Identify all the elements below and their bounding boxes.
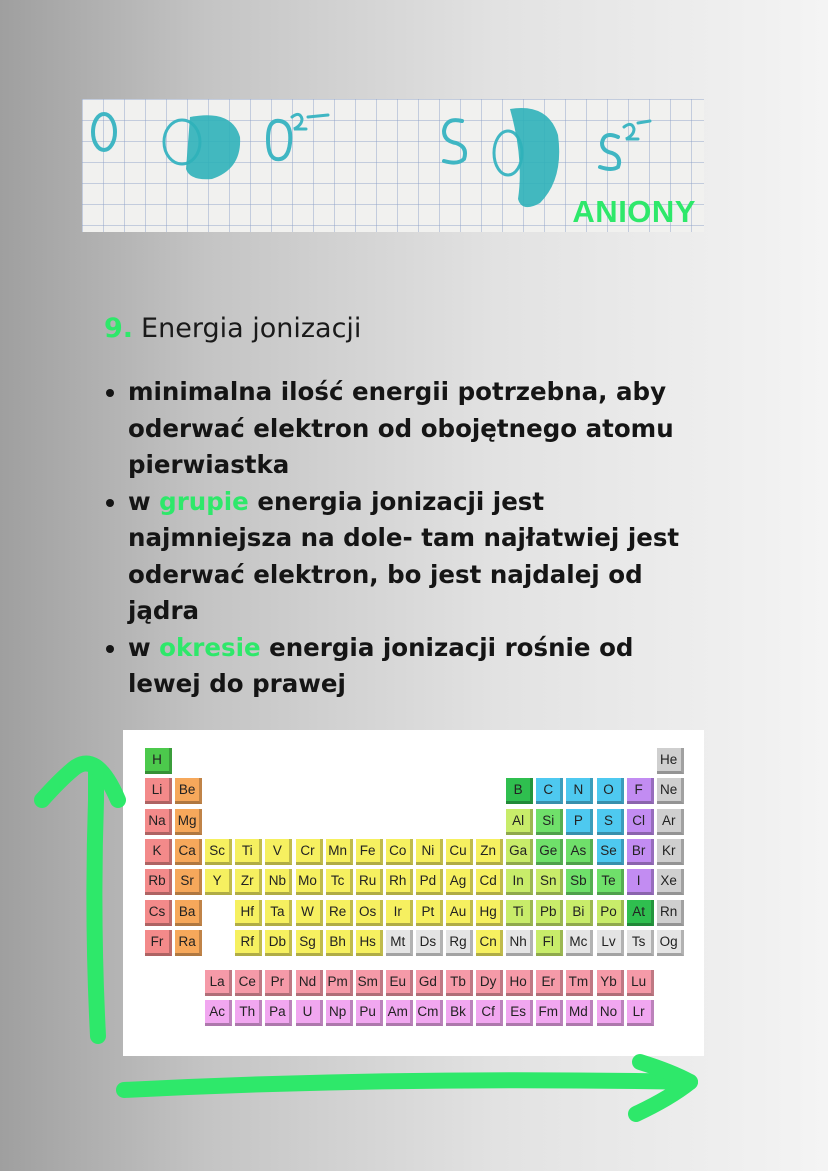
element-i: I	[627, 869, 654, 895]
element-lu: Lu	[627, 970, 654, 996]
element-cu: Cu	[446, 839, 473, 865]
element-gd: Gd	[416, 970, 443, 996]
element-b: B	[506, 778, 533, 804]
element-pt: Pt	[416, 900, 443, 926]
element-co: Co	[386, 839, 413, 865]
element-er: Er	[536, 970, 563, 996]
element-bi: Bi	[566, 900, 593, 926]
bullet-text-post: energia jonizacji rośnie od lewej do prawej	[128, 632, 634, 698]
element-ho: Ho	[506, 970, 533, 996]
element-cr: Cr	[296, 839, 323, 865]
element-mn: Mn	[326, 839, 353, 865]
element-bh: Bh	[326, 930, 353, 956]
element-p: P	[566, 809, 593, 835]
element-sm: Sm	[356, 970, 383, 996]
element-nh: Nh	[506, 930, 533, 956]
element-s: S	[597, 809, 624, 835]
element-no: No	[597, 1000, 624, 1026]
element-ba: Ba	[175, 900, 202, 926]
element-ts: Ts	[627, 930, 654, 956]
element-ge: Ge	[536, 839, 563, 865]
element-au: Au	[446, 900, 473, 926]
element-ce: Ce	[235, 970, 262, 996]
element-na: Na	[145, 809, 172, 835]
element-rb: Rb	[145, 869, 172, 895]
highlight-grupie: grupie	[159, 486, 249, 516]
element-zn: Zn	[476, 839, 503, 865]
element-po: Po	[597, 900, 624, 926]
element-cm: Cm	[416, 1000, 443, 1026]
element-mo: Mo	[296, 869, 323, 895]
element-eu: Eu	[386, 970, 413, 996]
anions-label: ANIONY	[572, 194, 696, 229]
element-ta: Ta	[265, 900, 292, 926]
element-ne: Ne	[657, 778, 684, 804]
element-es: Es	[506, 1000, 533, 1026]
bullet-period-trend	[104, 630, 704, 703]
element-bk: Bk	[446, 1000, 473, 1026]
element-pa: Pa	[265, 1000, 292, 1026]
element-ac: Ac	[205, 1000, 232, 1026]
element-se: Se	[597, 839, 624, 865]
right-arrow-icon	[124, 1080, 690, 1090]
element-cl: Cl	[627, 809, 654, 835]
element-nd: Nd	[296, 970, 323, 996]
element-cf: Cf	[476, 1000, 503, 1026]
element-y: Y	[205, 869, 232, 895]
element-pb: Pb	[536, 900, 563, 926]
bullet-text-pre: w	[128, 486, 160, 516]
element-k: K	[145, 839, 172, 865]
element-c: C	[536, 778, 563, 804]
element-md: Md	[566, 1000, 593, 1026]
element-ca: Ca	[175, 839, 202, 865]
bullet-text: minimalna ilość energii potrzebna, aby oderwać elektron od obojętnego atomu pierwiastka	[128, 377, 674, 479]
element-sc: Sc	[205, 839, 232, 865]
section-title: Energia jonizacji	[141, 313, 362, 344]
oxygen-letter-drawing	[93, 114, 115, 150]
element-fr: Fr	[145, 930, 172, 956]
element-sn: Sn	[536, 869, 563, 895]
element-rn: Rn	[657, 900, 684, 926]
element-kr: Kr	[657, 839, 684, 865]
element-br: Br	[627, 839, 654, 865]
element-as: As	[566, 839, 593, 865]
element-re: Re	[326, 900, 353, 926]
element-ar: Ar	[657, 809, 684, 835]
element-si: Si	[536, 809, 563, 835]
element-al: Al	[506, 809, 533, 835]
element-tm: Tm	[566, 970, 593, 996]
ionization-energy-bullets	[104, 374, 704, 703]
element-v: V	[265, 839, 292, 865]
element-sr: Sr	[175, 869, 202, 895]
highlight-okresie: okresie	[159, 632, 261, 662]
element-fe: Fe	[356, 839, 383, 865]
element-te: Te	[597, 869, 624, 895]
element-ni: Ni	[416, 839, 443, 865]
element-be: Be	[175, 778, 202, 804]
element-hf: Hf	[235, 900, 262, 926]
element-u: U	[296, 1000, 323, 1026]
element-am: Am	[386, 1000, 413, 1026]
element-pd: Pd	[416, 869, 443, 895]
element-cn: Cn	[476, 930, 503, 956]
element-tc: Tc	[326, 869, 353, 895]
element-cd: Cd	[476, 869, 503, 895]
element-xe: Xe	[657, 869, 684, 895]
element-sb: Sb	[566, 869, 593, 895]
element-yb: Yb	[597, 970, 624, 996]
element-sg: Sg	[296, 930, 323, 956]
element-pr: Pr	[265, 970, 292, 996]
oxide-ion-drawing	[268, 121, 290, 159]
element-hg: Hg	[476, 900, 503, 926]
periodic-table-image	[123, 730, 704, 1056]
section-number: 9.	[104, 313, 134, 344]
up-arrow-icon	[94, 772, 98, 1036]
element-og: Og	[657, 930, 684, 956]
element-o: O	[597, 778, 624, 804]
element-w: W	[296, 900, 323, 926]
element-pm: Pm	[326, 970, 353, 996]
element-ti: Ti	[506, 900, 533, 926]
bullet-definition	[104, 374, 704, 484]
element-os: Os	[356, 900, 383, 926]
section-heading	[104, 313, 361, 344]
element-f: F	[627, 778, 654, 804]
bullet-text-pre: w	[128, 632, 160, 662]
element-ti: Ti	[235, 839, 262, 865]
element-zr: Zr	[235, 869, 262, 895]
element-ru: Ru	[356, 869, 383, 895]
element-h: H	[145, 748, 172, 774]
element-tb: Tb	[446, 970, 473, 996]
element-hs: Hs	[356, 930, 383, 956]
element-rh: Rh	[386, 869, 413, 895]
element-he: He	[657, 748, 684, 774]
element-li: Li	[145, 778, 172, 804]
element-n: N	[566, 778, 593, 804]
element-rf: Rf	[235, 930, 262, 956]
element-ga: Ga	[506, 839, 533, 865]
element-ra: Ra	[175, 930, 202, 956]
element-cs: Cs	[145, 900, 172, 926]
sulfur-letter-drawing	[444, 120, 465, 162]
element-fl: Fl	[536, 930, 563, 956]
element-lv: Lv	[597, 930, 624, 956]
element-rg: Rg	[446, 930, 473, 956]
anions-photo	[82, 99, 704, 232]
element-ag: Ag	[446, 869, 473, 895]
element-mt: Mt	[386, 930, 413, 956]
element-fm: Fm	[536, 1000, 563, 1026]
element-np: Np	[326, 1000, 353, 1026]
element-at: At	[627, 900, 654, 926]
element-nb: Nb	[265, 869, 292, 895]
element-mc: Mc	[566, 930, 593, 956]
element-lr: Lr	[627, 1000, 654, 1026]
element-db: Db	[265, 930, 292, 956]
element-mg: Mg	[175, 809, 202, 835]
element-dy: Dy	[476, 970, 503, 996]
element-ds: Ds	[416, 930, 443, 956]
bullet-text-post: energia jonizacji jest najmniejsza na dole- tam najłatwiej jest oderwać elektron, bo jest najdalej od jądra	[128, 486, 680, 625]
element-pu: Pu	[356, 1000, 383, 1026]
element-la: La	[205, 970, 232, 996]
element-th: Th	[235, 1000, 262, 1026]
element-in: In	[506, 869, 533, 895]
sulfide-ion-drawing	[600, 135, 619, 169]
element-ir: Ir	[386, 900, 413, 926]
bullet-group-trend	[104, 484, 704, 630]
